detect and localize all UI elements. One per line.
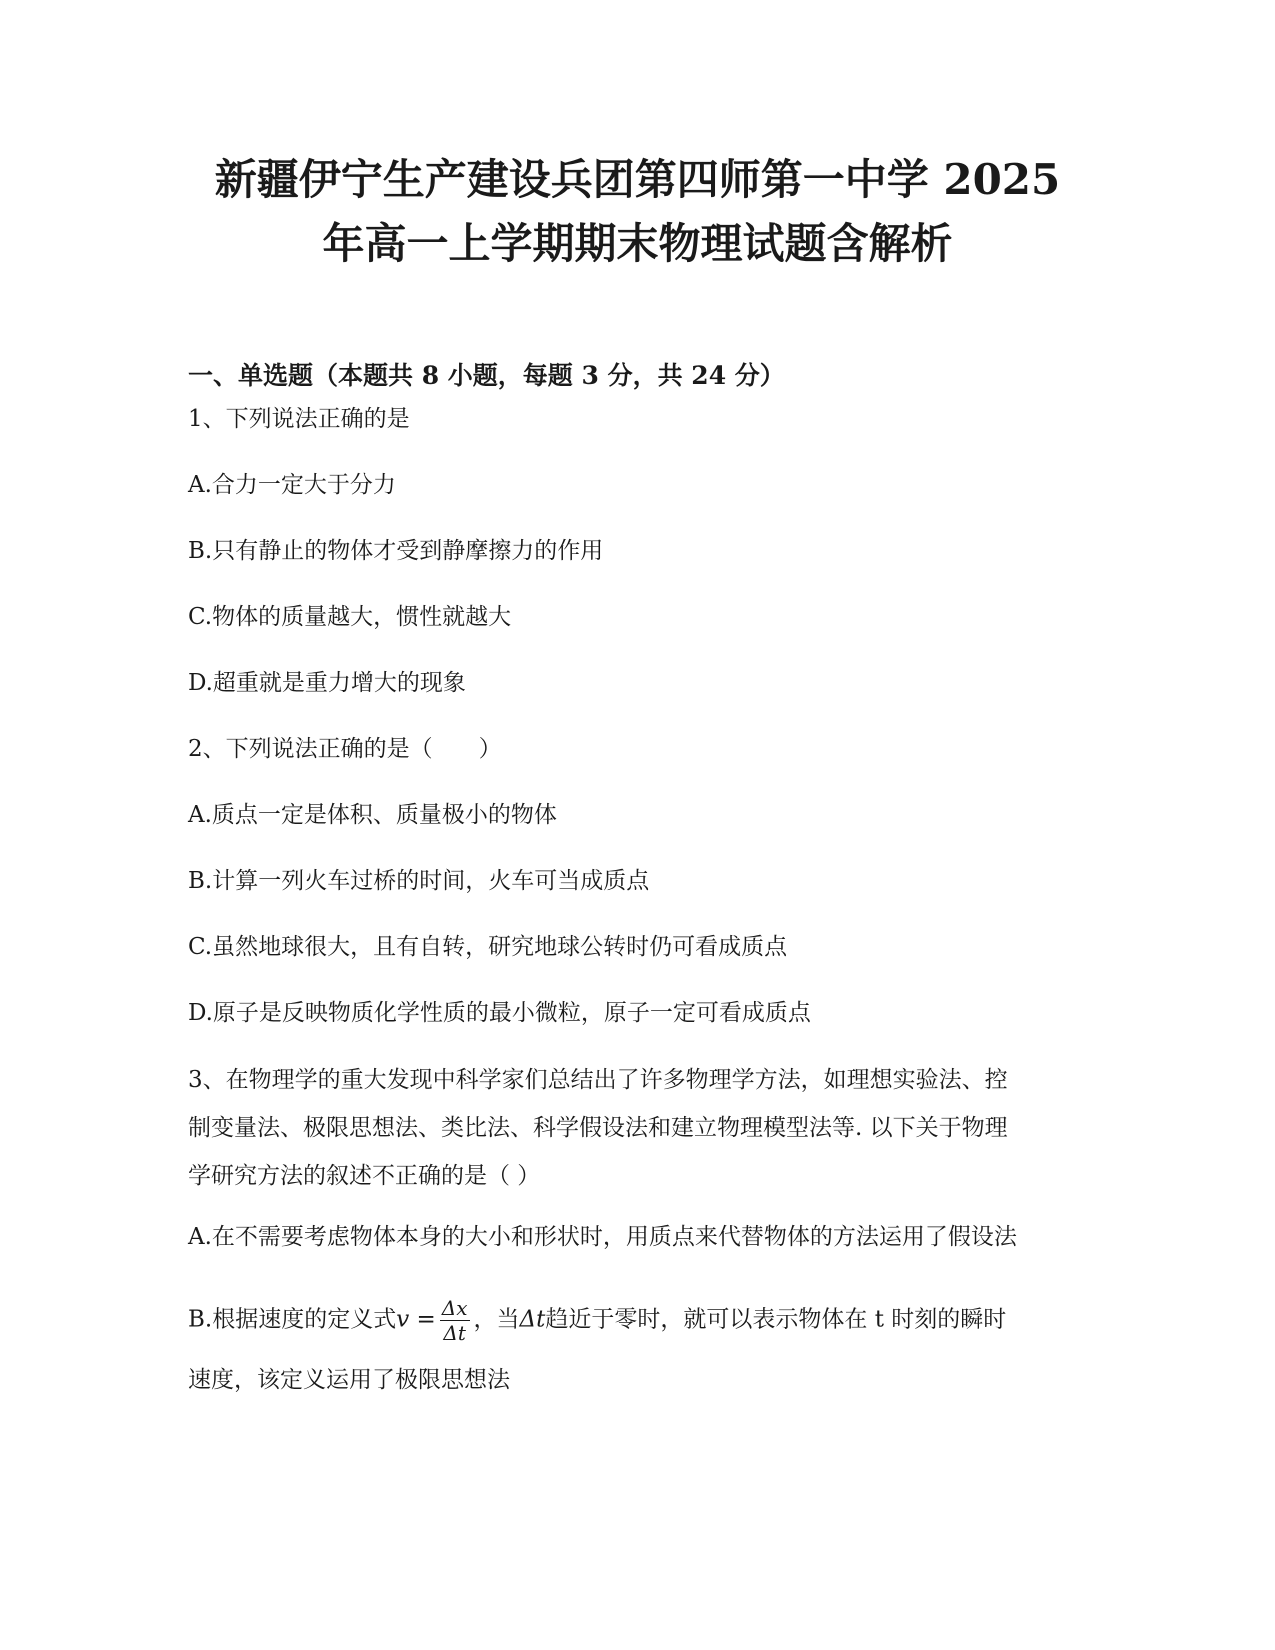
question-1-option-c: C.物体的质量越大，惯性就越大 bbox=[188, 604, 512, 630]
question-3-option-b-line-2: 速度，该定义运用了极限思想法 bbox=[188, 1367, 510, 1393]
title-line-2: 年高一上学期期末物理试题含解析 bbox=[322, 219, 953, 268]
title-line-1: 新疆伊宁生产建设兵团第四师第一中学 2025 bbox=[214, 155, 1061, 204]
fraction-denominator: Δt bbox=[443, 1321, 466, 1345]
question-2-option-c: C.虽然地球很大，且有自转，研究地球公转时仍可看成质点 bbox=[188, 934, 788, 960]
question-2-option-d: D.原子是反映物质化学性质的最小微粒，原子一定可看成质点 bbox=[188, 1000, 811, 1026]
fraction-numerator: Δx bbox=[441, 1296, 468, 1320]
delta-t: Δt bbox=[519, 1306, 546, 1333]
question-1-stem: 1、下列说法正确的是 bbox=[188, 406, 410, 432]
question-1-option-d: D.超重就是重力增大的现象 bbox=[188, 670, 466, 696]
question-2-option-a: A.质点一定是体积、质量极小的物体 bbox=[188, 802, 557, 828]
question-3-stem-line-3: 学研究方法的叙述不正确的是（ ） bbox=[188, 1163, 541, 1189]
question-2-stem: 2、下列说法正确的是（ ） bbox=[188, 736, 502, 762]
velocity-fraction bbox=[440, 1296, 470, 1345]
question-1-option-b: B.只有静止的物体才受到静摩擦力的作用 bbox=[188, 538, 604, 564]
question-3-stem bbox=[188, 1056, 1088, 1200]
question-3-stem-line-1: 3、在物理学的重大发现中科学家们总结出了许多物理学方法，如理想实验法、控 bbox=[188, 1067, 1008, 1093]
question-3-option-a: A.在不需要考虑物体本身的大小和形状时，用质点来代替物体的方法运用了假设法 bbox=[188, 1224, 1017, 1250]
option-b-middle: ，当 bbox=[473, 1306, 520, 1333]
question-3-stem-line-2: 制变量法、极限思想法、类比法、科学假设法和建立物理模型法等. 以下关于物理 bbox=[188, 1115, 1008, 1141]
section-heading: 一、单选题（本题共 8 小题，每题 3 分，共 24 分） bbox=[188, 361, 785, 390]
option-b-suffix: 趋近于零时，就可以表示物体在 t 时刻的瞬时 bbox=[545, 1306, 1007, 1333]
question-1-option-a: A.合力一定大于分力 bbox=[188, 472, 396, 498]
document-title bbox=[150, 148, 1125, 276]
question-2-option-b: B.计算一列火车过桥的时间，火车可当成质点 bbox=[188, 868, 650, 894]
question-3-option-b bbox=[188, 1296, 1006, 1345]
option-b-prefix: B.根据速度的定义式 bbox=[188, 1306, 397, 1333]
formula-lhs: v = bbox=[396, 1306, 436, 1333]
